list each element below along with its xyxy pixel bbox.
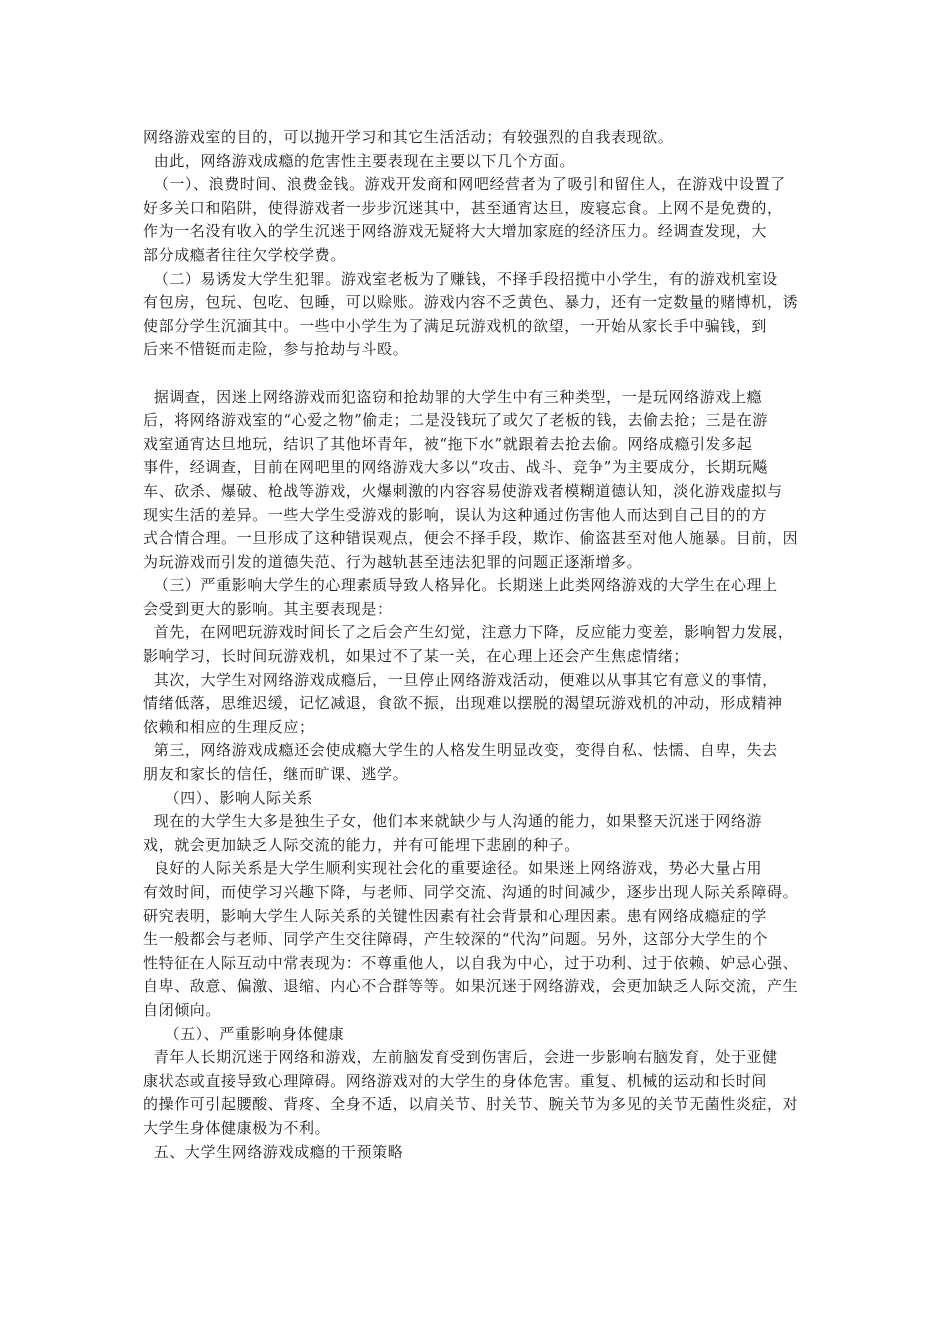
paragraph — [143, 810, 811, 857]
text-line: 第三，网络游戏成瘾还会使成瘾大学生的人格发生明显改变，变得自私、怯懦、自卑，失去 — [143, 741, 778, 760]
text-line: 使部分学生沉湎其中。一些中小学生为了满足玩游戏机的欲望，一开始从家长手中骗钱，到 — [143, 316, 768, 335]
paragraph — [143, 126, 811, 150]
text-line: 自闭倾向。 — [143, 1000, 222, 1019]
blank-line — [143, 362, 811, 386]
text-line: 有包房，包玩、包吃、包睡，可以赊账。游戏内容不乏黄色、暴力，还有一定数量的赌博机，诱 — [143, 293, 799, 312]
text-line: 为玩游戏而引发的道德失范、行为越轨甚至违法犯罪的问题正逐渐增多。 — [143, 552, 643, 571]
paragraph — [143, 621, 811, 668]
text-line: 事件，经调查，目前在网吧里的网络游戏大多以“攻击、战斗、竞争”为主要成分，长期玩飚 — [143, 458, 768, 477]
text-line: （五）、严重影响身体健康 — [143, 1024, 345, 1043]
text-line: 会受到更大的影响。其主要表现是： — [143, 599, 393, 618]
paragraph — [143, 173, 811, 267]
text-line: 据调查，因迷上网络游戏而犯盗窃和抢劫罪的大学生中有三种类型，一是玩网络游戏上瘾 — [143, 387, 763, 406]
text-line: 研究表明，影响大学生人际关系的关键性因素有社会背景和心理因素。患有网络成瘾症的学 — [143, 906, 768, 925]
text-line: 其次，大学生对网络游戏成瘾后，一旦停止网络游戏活动，便难以从事其它有意义的事情， — [143, 670, 778, 689]
paragraph — [143, 1046, 811, 1140]
paragraph — [143, 574, 811, 621]
text-line: 式合情合理。一旦形成了这种错误观点，便会不择手段，欺诈、偷盗甚至对他人施暴。目前，因 — [143, 529, 799, 548]
text-line: （一）、浪费时间、浪费金钱。游戏开发商和网吧经营者为了吸引和留住人，在游戏中设置了 — [143, 175, 786, 194]
text-line: 首先，在网吧玩游戏时间长了之后会产生幻觉，注意力下降，反应能力变差，影响智力发展， — [143, 623, 794, 642]
text-line: 后，将网络游戏室的“心爱之物”偷走；二是没钱玩了或欠了老板的钱，去偷去抢；三是在游 — [143, 411, 768, 430]
text-line: 大学生身体健康极为不利。 — [143, 1118, 331, 1137]
text-line: 性特征在人际互动中常表现为：不尊重他人，以自我为中心，过于功利、过于依赖、妒忌心强、 — [143, 953, 799, 972]
text-line: 戏，就会更加缺乏人际交流的能力，并有可能埋下悲剧的种子。 — [143, 835, 580, 854]
paragraph — [143, 150, 811, 174]
text-line: 良好的人际关系是大学生顺利实现社会化的重要途径。如果迷上网络游戏，势必大量占用 — [143, 859, 763, 878]
text-line: 康状态或直接导致心理障碍。网络游戏对的大学生的身体危害。重复、机械的运动和长时间 — [143, 1071, 768, 1090]
text-line: （三）严重影响大学生的心理素质导致人格异化。长期迷上此类网络游戏的大学生在心理上 — [143, 576, 778, 595]
text-line: （二）易诱发大学生犯罪。游戏室老板为了赚钱，不择手段招揽中小学生，有的游戏机室设 — [143, 269, 778, 288]
paragraph — [143, 1023, 811, 1047]
text-line: 朋友和家长的信任，继而旷课、逃学。 — [143, 765, 409, 784]
text-line: 自卑、敌意、偏激、退缩、内心不合群等等。如果沉迷于网络游戏，会更加缺乏人际交流，产生 — [143, 977, 799, 996]
paragraph — [143, 268, 811, 362]
text-line: 车、砍杀、爆破、枪战等游戏，火爆刺激的内容容易使游戏者模糊道德认知，淡化游戏虚拟与 — [143, 481, 783, 500]
text-line: 影响学习，长时间玩游戏机，如果过不了某一关，在心理上还会产生焦虑情绪； — [143, 647, 690, 666]
paragraph — [143, 787, 811, 811]
paragraph — [143, 669, 811, 740]
text-line: 现在的大学生大多是独生子女，他们本来就缺少与人沟通的能力，如果整天沉迷于网络游 — [143, 812, 763, 831]
paragraph — [143, 1141, 811, 1165]
paragraph — [143, 739, 811, 786]
text-line: 的操作可引起腰酸、背疼、全身不适，以肩关节、肘关节、腕关节为多见的关节无菌性炎症，对 — [143, 1095, 799, 1114]
text-line: 依赖和相应的生理反应； — [143, 717, 315, 736]
paragraph — [143, 386, 811, 575]
text-line: 生一般都会与老师、同学产生交往障碍，产生较深的“代沟”问题。另外，这部分大学生的个 — [143, 930, 768, 949]
text-line: 好多关口和陷阱，使得游戏者一步步沉迷其中，甚至通宵达旦，废寝忘食。上网不是免费的， — [143, 198, 783, 217]
text-line: 后来不惜铤而走险，参与抢劫与斗殴。 — [143, 340, 409, 359]
text-line: 青年人长期沉迷于网络和游戏，左前脑发育受到伤害后，会进一步影响右脑发育，处于亚健 — [143, 1048, 778, 1067]
text-line: 有效时间，而使学习兴趣下降，与老师、同学交流、沟通的时间减少，逐步出现人际关系障碍。 — [143, 883, 799, 901]
text-line: 网络游戏室的目的，可以抛开学习和其它生活活动；有较强烈的自我表现欲。 — [143, 128, 674, 146]
text-line: （四）、影响人际关系 — [143, 788, 313, 807]
text-line: 作为一名没有收入的学生沉迷于网络游戏无疑将大大增加家庭的经济压力。经调查发现，大 — [143, 222, 768, 241]
paragraph — [143, 857, 811, 1022]
text-line: 戏室通宵达旦地玩，结识了其他坏青年，被“拖下水”就跟着去抢去偷。网络成瘾引发多起 — [143, 434, 753, 453]
document-body — [143, 126, 811, 1164]
text-line: 由此，网络游戏成瘾的危害性主要表现在主要以下几个方面。 — [143, 151, 575, 170]
text-line: 现实生活的差异。一些大学生受游戏的影响，误认为这种通过伤害他人而达到自己目的的方 — [143, 505, 768, 524]
text-line: 情绪低落，思维迟缓，记忆减退，食欲不振，出现难以摆脱的渴望玩游戏机的冲动，形成精神 — [143, 694, 783, 713]
text-line: 部分成瘾者往往欠学校学费。 — [143, 245, 346, 264]
text-line: 五、大学生网络游戏成瘾的干预策略 — [143, 1142, 404, 1161]
